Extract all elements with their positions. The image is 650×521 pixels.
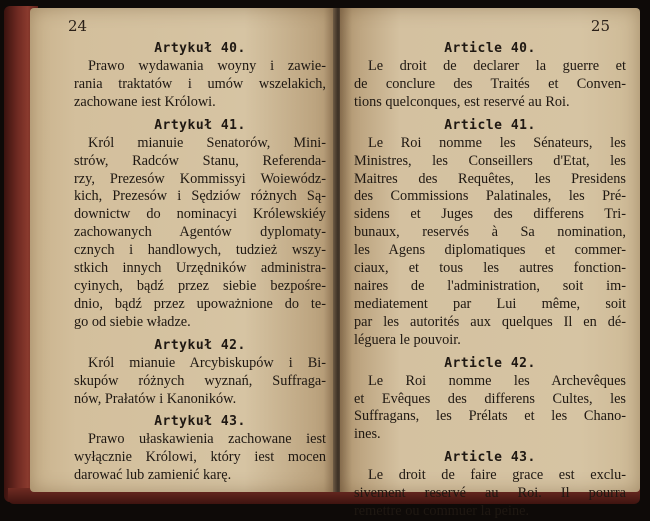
text-line: rzy, Prezesów Kommissyi Woiewódz-	[74, 170, 326, 187]
article-heading: Article 42.	[444, 355, 536, 371]
text-line: par les autorités aux quelques Il en dé-	[354, 313, 626, 330]
text-line: mediatement par Lui même, soit	[354, 295, 626, 312]
text-line: Prawo wydawania woyny i zawie-	[88, 58, 326, 74]
article-paragraph	[74, 58, 326, 112]
text-column	[74, 40, 326, 485]
article-paragraph	[354, 135, 626, 350]
text-line: dnio, bądź przez upoważnione do te-	[74, 295, 326, 312]
article-paragraph	[354, 467, 626, 521]
article-paragraph	[74, 431, 326, 485]
article-paragraph	[74, 355, 326, 409]
text-line: Król mianuie Senatorów, Mini-	[88, 134, 326, 151]
text-line: Ministres, les Conseillers d'Etat, les	[354, 152, 626, 169]
text-line: Le droit de declarer la guerre et	[368, 58, 626, 74]
text-line: Le droit de faire grace est exclu-	[368, 467, 626, 484]
text-line: Maitres des Requêtes, les Presidens	[354, 170, 626, 187]
article-paragraph	[354, 373, 626, 445]
article-heading: Artykuł 42.	[154, 337, 246, 353]
text-line: zachowanych Agentów dyplomaty-	[74, 224, 326, 241]
text-line: bunaux, reservés à Sa nomination,	[354, 224, 626, 241]
text-line: Le Roi nomme les Archevêques	[368, 372, 626, 389]
text-line: skupów różnych wyznań, Suffraga-	[74, 372, 326, 389]
text-line: naires de l'administration, soit im-	[354, 277, 626, 294]
article-heading: Article 43.	[444, 450, 536, 466]
text-line: cyinych, bądź przez siebie bezpośre-	[74, 277, 326, 294]
page-number: 25	[590, 17, 610, 35]
text-line: darować lub zamienić karę.	[74, 467, 232, 484]
text-line: go od siebie władze.	[74, 313, 191, 330]
article-heading: Artykuł 40.	[154, 41, 246, 56]
text-line: léguera le pouvoir.	[354, 331, 461, 348]
text-line: kich, Prezesów i Sędziów różnych Są-	[74, 188, 326, 205]
text-line: et Evêques des differens Cultes, les	[354, 390, 626, 407]
text-line: ciaux, et tous les autres fonction-	[354, 260, 626, 277]
right-page	[340, 8, 640, 520]
text-line: zachowane iest Królowi.	[74, 93, 216, 110]
text-line: Prawo ułaskawienia zachowane iest	[88, 431, 326, 448]
text-line: Król mianuie Arcybiskupów i Bi-	[88, 354, 326, 371]
article-heading: Article 41.	[444, 117, 536, 133]
article-heading: Article 40.	[444, 41, 536, 56]
text-line: tions quelconques, est reservé au Roi.	[354, 93, 570, 110]
article-paragraph	[74, 135, 326, 332]
text-column	[354, 40, 626, 521]
text-line: downictw do nominacyi Królewskiéy	[74, 206, 326, 223]
text-line: les Agens diplomatiques et commer-	[354, 242, 626, 259]
text-line: rania traktatów i umów wszelakich,	[74, 75, 326, 92]
text-line: nów, Prałatów i Kanoników.	[74, 390, 237, 407]
article-heading: Artykuł 41.	[154, 117, 246, 133]
text-line: remettre ou commuer la peine.	[354, 503, 530, 520]
article-paragraph	[354, 58, 626, 112]
text-line: stkich innych Urzędników administra-	[74, 260, 326, 277]
article-heading: Artykuł 43.	[154, 414, 246, 430]
page-number: 24	[68, 17, 88, 35]
text-line: sidens et Juges des differens Tri-	[354, 206, 626, 223]
text-line: wyłącznie Królowi, który iest mocen	[74, 449, 326, 466]
text-line: sivement reservé au Roi. Il pourra	[354, 485, 626, 502]
text-line: de conclure des Traités et Conven-	[354, 75, 626, 92]
text-line: Suffragans, les Prélats et les Chano-	[354, 408, 626, 425]
text-line: ines.	[354, 426, 381, 443]
text-line: des Commissions Palatinales, les Pré-	[354, 188, 626, 205]
text-line: Le Roi nomme les Sénateurs, les	[368, 134, 626, 151]
left-page	[30, 8, 336, 492]
text-line: cznych i handlowych, tudzież wszy-	[74, 242, 326, 259]
text-line: strów, Radców Stanu, Referenda-	[74, 152, 326, 169]
